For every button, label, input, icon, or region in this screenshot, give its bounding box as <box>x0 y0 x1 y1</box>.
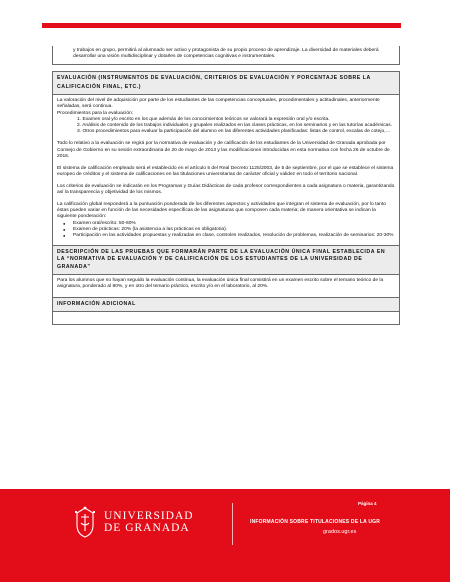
footer-divider <box>232 503 233 545</box>
evaluacion-body <box>53 95 399 246</box>
list-item: ● Examen oral/escrito: 50-60% <box>73 221 395 227</box>
info-adicional-heading: INFORMACIÓN ADICIONAL <box>53 298 399 312</box>
evaluacion-intro: La valoración del nivel de adquisición por parte de los estudiantes de las competencias conceptuales, procedimentales y actitudinales, anteriormente señaladas, será continua. Procedimientos para la evaluación: <box>57 98 380 116</box>
website-link[interactable]: grados.ugr.es <box>323 529 357 535</box>
ponderacion-paragraph: La calificación global responderá a la puntuación ponderada de los diferentes aspectos y actividades que integran el sistema de evaluación, por lo tanto éstas pueden variar en función de las necesidades específicas de las asignaturas que componen cada materia; de manera orientativa se indican la siguiente ponderación: <box>57 201 386 220</box>
page-number: Página 4 <box>358 501 377 506</box>
procedures-list <box>57 117 395 136</box>
evaluacion-section <box>52 71 400 325</box>
normativa-paragraph: Todo lo relativo a la evaluación se regirá por la normativa de evaluación y de calificación de los estudiantes de la Universidad de Granada aprobada por Consejo de Gobierno en su sesión extraordinaria de 20 de mayo de 2013 y las modificaciones introducidas en esta normativa con fecha 26 de octubre de 2016. <box>57 141 390 159</box>
list-item: 3. Otros procedimientos para evaluar la participación del alumno en las diferentes actividades planificadas: listas de control, escalas de cotejo,… <box>77 129 391 135</box>
info-adicional-body <box>53 312 399 325</box>
weights-list <box>57 221 395 240</box>
list-item: 2. Análisis de contenido de los trabajos individuales y grupales realizados en las clases prácticas, en los seminarios y en las tutorías académicas. <box>77 123 393 129</box>
list-item: 1. Examen oral y/o escrito en los que además de los conocimientos teóricos se valorará la expresión oral y/o escrita. <box>77 116 330 122</box>
evaluacion-unica-body <box>53 275 399 298</box>
list-item: ● Examen de prácticas: 20% (la asistencia a las prácticas es obligatoria). <box>73 227 395 233</box>
evaluacion-unica-heading: DESCRIPCIÓN DE LAS PRUEBAS QUE FORMARÁN PARTE DE LA EVALUACIÓN ÚNICA FINAL ESTABLECIDA EN LA “NORMATIVA DE EVALUACIÓN Y DE CALIFICACIÓN DE LOS ESTUDIANTES DE LA UNIVERSIDAD DE GRANADA” <box>53 246 399 276</box>
university-name: UNIVERSIDAD DE GRANADA <box>104 510 194 534</box>
university-crest-icon <box>72 505 98 539</box>
top-red-bar <box>42 23 401 28</box>
evaluacion-unica-text: Para los alumnos que no hayan seguido la evaluación continua, la evaluación única final consistirá en un examen escrito sobre el temario teórico de la asignatura, ponderado al 80%, y en otro del temario práctico, escrito y/o en el laboratorio, al 20%. <box>57 278 384 290</box>
info-titulaciones-label: INFORMACIÓN SOBRE TITULACIONES DE LA UGR <box>250 519 381 525</box>
calificacion-paragraph: El sistema de calificación empleado será el establecido en el artículo 5 del Real Decreto 1125/2003, de 5 de septiembre, por el que se establece el sistema europeo de créditos y el sistema de calificaciones en las titulaciones universitarias de carácter oficial y validez en todo el territorio nacional. <box>57 165 394 177</box>
evaluacion-heading: EVALUACIÓN (INSTRUMENTOS DE EVALUACIÓN, CRITERIOS DE EVALUACIÓN Y PORCENTAJE SOBRE LA CALIFICACIÓN FINAL, ETC.) <box>53 72 399 95</box>
list-item: ● Participación en las actividades propuestas y realizadas en clase, controles realizados, resolución de problemas, realización de seminarios: 20-30% <box>73 233 395 239</box>
footer <box>0 489 450 582</box>
fragment-text: y trabajos en grupo, permitirá al alumnado ser activo y protagonista de su propio proceso de aprendizaje. La diversidad de materiales deberá desarrollar una visión multidisciplinar y dotarles de competencias cognitivas e instrumentales. <box>73 48 379 60</box>
criterios-paragraph: Los criterios de evaluación se indicarán en los Programas y Guías Didácticas de cada profesor correspondientes a cada asignatura o materia, garantizando así la transparencia y objetividad de los mismos. <box>57 183 395 196</box>
previous-section-fragment <box>52 46 400 65</box>
